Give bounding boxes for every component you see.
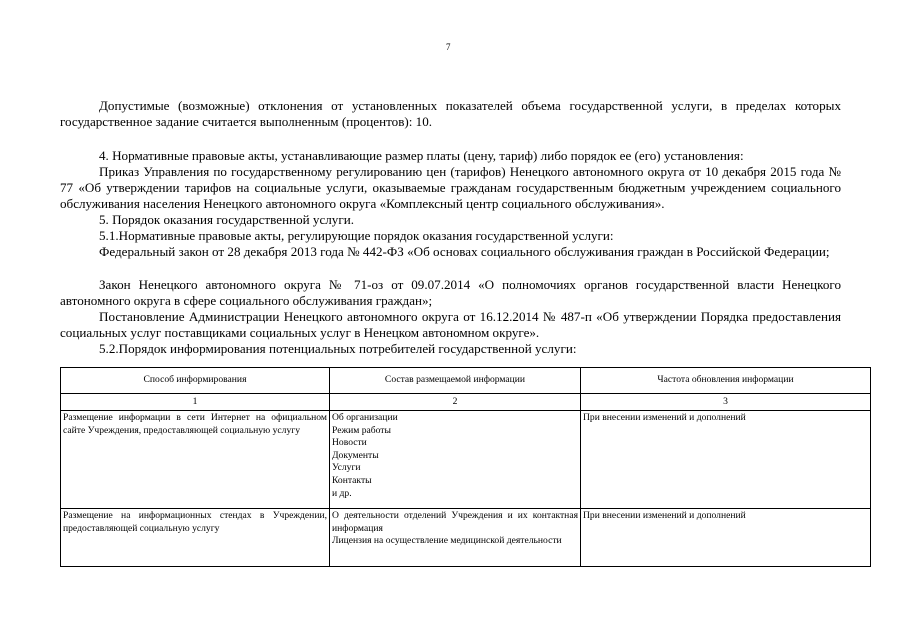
page-number: 7 bbox=[446, 42, 451, 52]
method-cell: Размещение информации в сети Интернет на официальном сайте Учреждения, предоставляющей социальную услугу bbox=[61, 411, 330, 509]
table-header-cell: Способ информирования bbox=[61, 368, 330, 394]
frequency-cell: При внесении изменений и дополнений bbox=[581, 411, 871, 509]
table-header-cell: Состав размещаемой информации bbox=[330, 368, 581, 394]
deviations-paragraph: Допустимые (возможные) отклонения от установленных показателей объема государственной услуги, в пределах которых государственное задание считается выполненным (процентов): 10. bbox=[60, 98, 841, 130]
resolution-487-paragraph: Постановление Администрации Ненецкого автономного округа от 16.12.2014 № 487-п «Об утверждении Порядка предоставления социальных услуг поставщиками социальных услуг в Ненецком автономном округе». bbox=[60, 309, 841, 341]
column-number-cell: 1 bbox=[61, 394, 330, 411]
frequency-cell: При внесении изменений и дополнений bbox=[581, 509, 871, 567]
content-item: О деятельности отделений Учреждения и их контактная информация bbox=[332, 510, 578, 534]
content-item: Лицензия на осуществление медицинской деятельности bbox=[332, 535, 562, 547]
content-item: Новости bbox=[332, 437, 367, 449]
column-number-cell: 3 bbox=[581, 394, 871, 411]
section-5-2-heading: 5.2.Порядок информирования потенциальных потребителей государственной услуги: bbox=[99, 341, 577, 356]
content-item: Услуги bbox=[332, 462, 361, 474]
content-item: Контакты bbox=[332, 474, 372, 486]
content-cell bbox=[330, 411, 581, 509]
column-number-cell: 2 bbox=[330, 394, 581, 411]
table-row bbox=[61, 509, 871, 567]
content-cell bbox=[330, 509, 581, 567]
content-item: и др. bbox=[332, 487, 352, 499]
content-item: Режим работы bbox=[332, 424, 391, 436]
content-item: Документы bbox=[332, 449, 379, 461]
table-header-row bbox=[61, 368, 871, 394]
table-header-cell: Частота обновления информации bbox=[581, 368, 871, 394]
informing-table bbox=[60, 367, 871, 567]
table-column-number-row bbox=[61, 394, 871, 411]
section-5-heading: 5. Порядок оказания государственной услуги. bbox=[99, 212, 355, 227]
table-row bbox=[61, 411, 871, 509]
section-4-text: Приказ Управления по государственному регулированию цен (тарифов) Ненецкого автономного округа от 10 декабря 2015 года № 77 «Об утверждении тарифов на социальные услуги, оказываемые гражданам государственным бюджетным учреждением социального обслуживания населения Ненецкого автономного округа «Комплексный центр социального обслуживания». bbox=[60, 164, 841, 212]
content-item: Об организации bbox=[332, 412, 398, 423]
law-71-paragraph: Закон Ненецкого автономного округа № 71-оз от 09.07.2014 «О полномочиях органов государственной власти Ненецкого автономного округа в сфере социального обслуживания граждан»; bbox=[60, 277, 841, 309]
law-442-paragraph: Федеральный закон от 28 декабря 2013 года № 442-ФЗ «Об основах социального обслуживания граждан в Российской Федерации; bbox=[99, 244, 830, 259]
section-4-heading: 4. Нормативные правовые акты, устанавливающие размер платы (цену, тариф) либо порядок ее (его) установления: bbox=[99, 148, 744, 163]
section-5-1-heading: 5.1.Нормативные правовые акты, регулирующие порядок оказания государственной услуги: bbox=[99, 228, 614, 243]
method-cell: Размещение на информационных стендах в Учреждении, предоставляющей социальную услугу bbox=[61, 509, 330, 567]
